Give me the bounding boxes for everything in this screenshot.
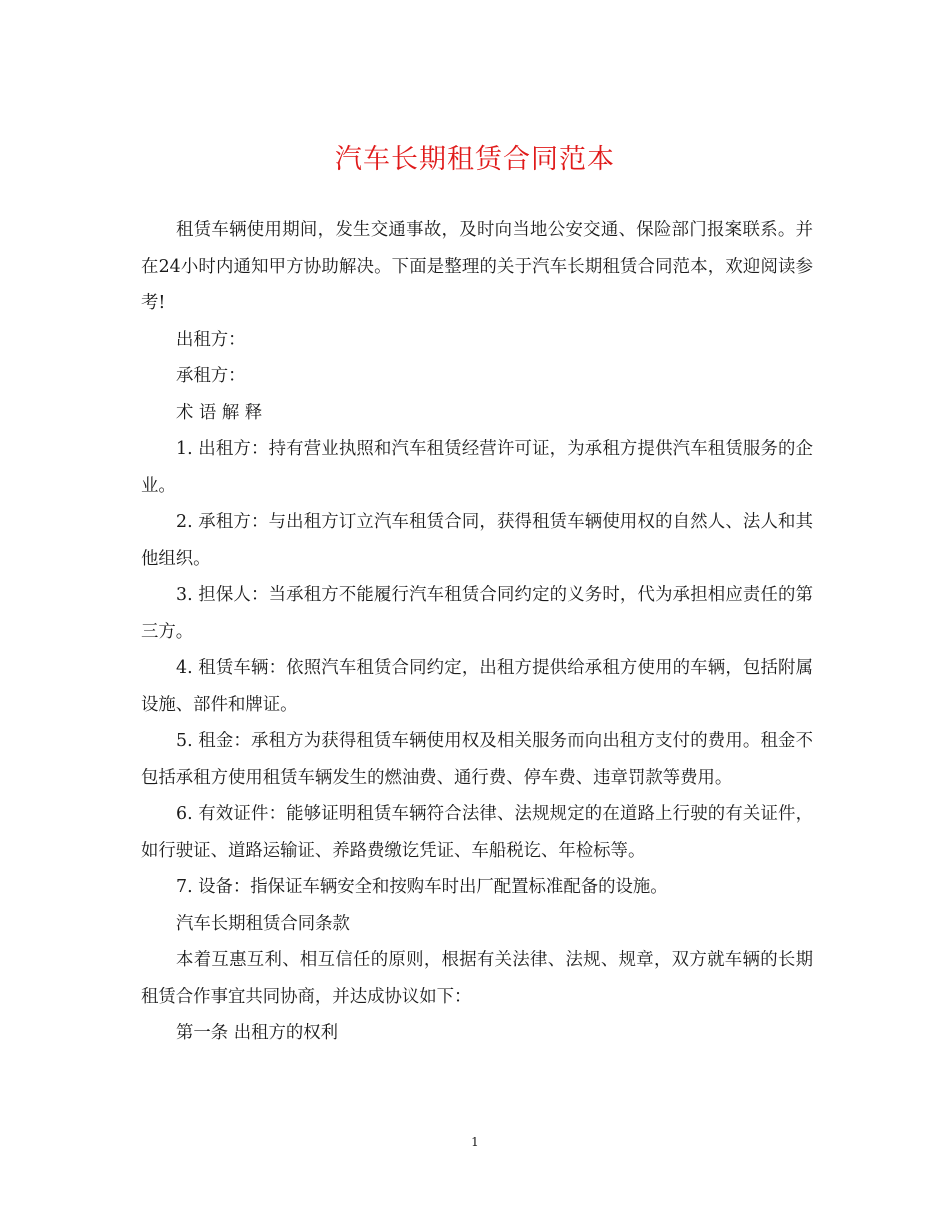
article-1-heading: 第一条 出租方的权利 [176, 1023, 339, 1043]
terms-heading: 术 语 解 释 [176, 402, 263, 423]
term-item-2: 2. 承租方：与出租方订立汽车租赁合同，获得租赁车辆使用权的自然人、法人和其他组织。 [141, 512, 813, 569]
page-number: 1 [471, 1135, 479, 1149]
term-item-3: 3. 担保人：当承租方不能履行汽车租赁合同约定的义务时，代为承担相应责任的第三方。 [141, 585, 813, 642]
intro-paragraph: 租赁车辆使用期间，发生交通事故，及时向当地公安交通、保险部门报案联系。并在24小时内通知甲方协助解决。下面是整理的关于汽车长期租赁合同范本，欢迎阅读参考! [141, 220, 813, 313]
term-item-7: 7. 设备：指保证车辆安全和按购车时出厂配置标准配备的设施。 [176, 877, 668, 897]
agreement-paragraph: 本着互惠互利、相互信任的原则，根据有关法律、法规、规章，双方就车辆的长期租赁合作事宜共同协商，并达成协议如下： [141, 950, 813, 1007]
lessor-line: 出租方： [176, 329, 246, 350]
clauses-heading: 汽车长期租赁合同条款 [176, 913, 350, 934]
term-item-4: 4. 租赁车辆：依照汽车租赁合同约定，出租方提供给承租方使用的车辆，包括附属设施、部件和牌证。 [141, 658, 813, 715]
term-item-1: 1. 出租方：持有营业执照和汽车租赁经营许可证，为承租方提供汽车租赁服务的企业。 [141, 439, 813, 496]
term-item-6: 6. 有效证件：能够证明租赁车辆符合法律、法规规定的在道路上行驶的有关证件，如行驶证、道路运输证、养路费缴讫凭证、车船税讫、年检标等。 [141, 804, 813, 861]
document-title: 汽车长期租赁合同范本 [335, 144, 615, 175]
lessee-line: 承租方： [176, 366, 246, 386]
term-item-5: 5. 租金：承租方为获得租赁车辆使用权及相关服务而向出租方支付的费用。租金不包括承租方使用租赁车辆发生的燃油费、通行费、停车费、违章罚款等费用。 [141, 731, 813, 788]
document-body [141, 212, 813, 1052]
